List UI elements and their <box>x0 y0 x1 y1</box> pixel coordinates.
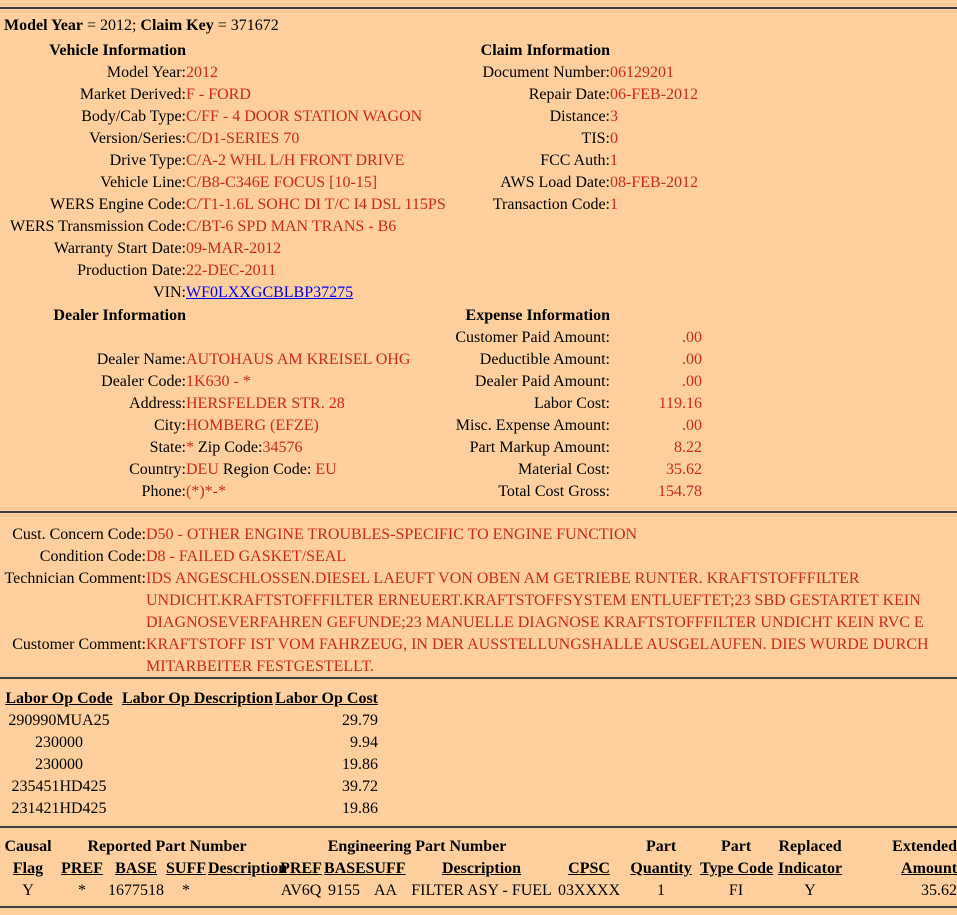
field-value: C/B8-C346E FOCUS [10-15] <box>186 174 378 191</box>
labor-row <box>0 754 378 776</box>
field-label: Labor Cost: <box>534 395 610 412</box>
technician-comment-value: IDS ANGESCHLOSSEN.DIESEL LAEUFT VON OBEN AM GETRIEBE RUNTER. KRAFTSTOFFFILTER UNDICHT.KRAFTSTOFFFILTER ERNEUERT.KRAFTSTOFFSYSTEM ENTLUEFTET;23 SBD GESTARTET KEIN DIAGNOSEVERFAHREN GEFUNDE;23 MANUELLE DIAGNOSE KRAFTSTOFFFILTER UNDICHT KEIN RVC E <box>146 570 924 631</box>
condition-code-label: Condition Code: <box>39 548 146 565</box>
suff-header: SUFF <box>166 860 206 877</box>
table-row <box>0 106 957 128</box>
field-value: 22-DEC-2011 <box>186 262 277 279</box>
flag-header: Flag <box>12 860 44 877</box>
concerns-table <box>0 524 957 678</box>
field-label: FCC Auth: <box>540 152 610 169</box>
field-label: Deductible Amount: <box>479 351 610 368</box>
concern-code-value: D50 - OTHER ENGINE TROUBLES-SPECIFIC TO ENGINE FUNCTION <box>146 526 638 543</box>
labor-row <box>0 798 378 820</box>
labor-op-table <box>0 688 378 820</box>
table-row <box>0 459 957 481</box>
divider-concerns <box>0 511 957 513</box>
zip-value: 34576 <box>262 439 303 456</box>
expense-info-header: Expense Information <box>465 307 610 324</box>
labor-op-code: 290990MUA25 <box>8 712 110 729</box>
state-value: * <box>186 439 194 456</box>
table-row <box>0 546 957 568</box>
table-row <box>0 84 957 106</box>
part-quantity-group-header: Part <box>645 838 677 855</box>
engineering-suff: AA <box>373 882 398 899</box>
field-label: Material Cost: <box>518 461 610 478</box>
field-value: 2012 <box>186 64 218 81</box>
suff-header: SUFF <box>365 860 406 877</box>
table-row <box>0 238 957 260</box>
amount-value: 8.22 <box>674 439 702 456</box>
technician-comment-label: Technician Comment: <box>4 570 146 587</box>
labor-op-description <box>118 710 272 732</box>
field-value: F - FORD <box>186 86 251 103</box>
claim-key-label: Claim Key <box>140 17 214 34</box>
field-label <box>0 327 186 349</box>
claim-info-header: Claim Information <box>480 42 610 59</box>
field-value: 09-MAR-2012 <box>186 240 282 257</box>
condition-code-value: D8 - FAILED GASKET/SEAL <box>146 548 347 565</box>
labor-op-code: 231421HD425 <box>11 800 107 817</box>
zip-label: Zip Code: <box>198 439 263 456</box>
field-value: AUTOHAUS AM KREISEL OHG <box>186 351 411 368</box>
description-header: Description <box>208 860 288 877</box>
table-row <box>0 371 957 393</box>
base-header: BASE <box>115 860 157 877</box>
description-header: Description <box>441 860 522 877</box>
vin-link[interactable]: WF0LXXGCBLBP37275 <box>186 284 354 301</box>
table-row <box>0 634 957 678</box>
labor-header-row <box>0 688 378 710</box>
causal-flag: Y <box>22 882 34 899</box>
divider-labor <box>0 677 957 679</box>
labor-op-code-header: Labor Op Code <box>5 690 113 707</box>
amount-value: .00 <box>682 373 702 390</box>
field-label: TIS: <box>581 130 610 147</box>
type-code-header: Type Code <box>700 860 774 877</box>
reported-part-number-group-header: Reported Part Number <box>87 838 247 855</box>
cpsc-header: CPSC <box>568 860 610 877</box>
amount-value: 119.16 <box>658 395 702 412</box>
field-label: Model Year: <box>106 64 186 81</box>
table-row <box>0 481 957 503</box>
table-row <box>0 393 957 415</box>
field-label: Body/Cab Type: <box>81 108 186 125</box>
field-label: Customer Paid Amount: <box>455 329 610 346</box>
region-code-value: EU <box>315 461 337 478</box>
dealer-info-header: Dealer Information <box>53 307 186 324</box>
concern-code-label: Cust. Concern Code: <box>12 526 146 543</box>
part-type-group-header: Part <box>720 838 752 855</box>
country-region-value <box>186 459 433 481</box>
labor-op-description <box>118 732 272 754</box>
labor-op-description-header: Labor Op Description <box>122 690 273 707</box>
field-value: HERSFELDER STR. 28 <box>186 395 345 412</box>
labor-op-cost: 39.72 <box>342 778 378 795</box>
table-row <box>0 150 957 172</box>
pref-header: PREF <box>61 860 103 877</box>
labor-op-code: 230000 <box>35 734 83 751</box>
indicator-header: Indicator <box>778 860 843 877</box>
part-quantity: 1 <box>657 882 666 899</box>
page-title <box>4 15 279 37</box>
labor-row <box>0 732 378 754</box>
amount-value: 154.78 <box>658 483 702 500</box>
section-header-row <box>0 305 957 327</box>
field-label: Transaction Code: <box>492 196 610 213</box>
labor-op-description <box>118 798 272 820</box>
reported-description <box>208 880 278 902</box>
vin-label: VIN: <box>153 284 186 301</box>
extended-amount: 35.62 <box>921 882 957 899</box>
labor-op-code: 235451HD425 <box>11 778 107 795</box>
vehicle-info-header: Vehicle Information <box>49 42 186 59</box>
field-label: Dealer Paid Amount: <box>474 373 610 390</box>
reported-suff: * <box>182 882 190 899</box>
field-label: WERS Transmission Code: <box>9 218 186 235</box>
reported-base: 1677518 <box>108 882 164 899</box>
field-label: Market Derived: <box>79 86 186 103</box>
labor-op-cost: 19.86 <box>342 800 378 817</box>
quantity-header: Quantity <box>630 860 692 877</box>
engineering-part-number-group-header: Engineering Part Number <box>327 838 507 855</box>
amount-header: Amount <box>901 860 957 877</box>
phone-value: (*)*-* <box>186 483 226 500</box>
engineering-base: 9155 <box>328 882 361 899</box>
table-row <box>0 327 957 349</box>
vehicle-claim-table <box>0 40 957 304</box>
extended-group-header: Extended <box>892 838 957 855</box>
table-row <box>0 128 957 150</box>
labor-row <box>0 776 378 798</box>
field-value: C/D1-SERIES 70 <box>186 130 300 147</box>
labor-op-cost: 9.94 <box>350 734 378 751</box>
field-value: C/A-2 WHL L/H FRONT DRIVE <box>186 152 405 169</box>
field-label: Warranty Start Date: <box>54 240 186 257</box>
field-value: 3 <box>610 108 618 125</box>
engineering-pref: AV6Q <box>280 882 322 899</box>
field-value: C/FF - 4 DOOR STATION WAGON <box>186 108 423 125</box>
reported-pref: * <box>78 882 86 899</box>
region-code-label: Region Code: <box>222 461 312 478</box>
field-value: C/BT-6 SPD MAN TRANS - B6 <box>186 218 397 235</box>
model-year-key-label: Model Year <box>4 17 83 34</box>
parts-header-row <box>0 858 957 880</box>
amount-value: .00 <box>682 417 702 434</box>
part-type-code: FI <box>728 882 744 899</box>
labor-row <box>0 710 378 732</box>
base-header: BASE <box>324 860 366 877</box>
table-row <box>0 568 957 634</box>
field-label: Version/Series: <box>89 130 186 147</box>
state-label: State: <box>149 439 186 456</box>
field-label: Part Markup Amount: <box>469 439 610 456</box>
field-label: City: <box>153 417 186 434</box>
field-value: 06129201 <box>610 64 674 81</box>
parts-group-header-row <box>0 836 957 858</box>
field-value: 1 <box>610 152 618 169</box>
claim-key-value: = 371672 <box>217 17 279 34</box>
state-zip-value <box>186 437 433 459</box>
field-label: Repair Date: <box>528 86 610 103</box>
amount-value: .00 <box>682 351 702 368</box>
labor-op-cost: 19.86 <box>342 756 378 773</box>
labor-op-cost-header: Labor Op Cost <box>275 690 378 707</box>
field-label: Production Date: <box>77 262 186 279</box>
model-year-value: = 2012; <box>86 17 137 34</box>
country-value: DEU <box>186 461 219 478</box>
amount-value: .00 <box>682 329 702 346</box>
table-row <box>0 437 957 459</box>
replaced-indicator: Y <box>804 882 816 899</box>
field-label: WERS Engine Code: <box>50 196 186 213</box>
table-row <box>0 172 957 194</box>
field-label: Total Cost Gross: <box>498 483 610 500</box>
customer-comment-label: Customer Comment: <box>12 636 146 653</box>
field-label: AWS Load Date: <box>500 174 610 191</box>
field-value: 1K630 - * <box>186 373 251 390</box>
causal-group-header: Causal <box>4 838 52 855</box>
field-label: Distance: <box>549 108 610 125</box>
field-value: 06-FEB-2012 <box>610 86 698 103</box>
customer-comment-value: KRAFTSTOFF IST VOM FAHRZEUG, IN DER AUSSTELLUNGSHALLE AUSGELAUFEN. DIES WURDE DURCH MITARBEITER FESTGESTELLT. <box>146 636 929 675</box>
country-label: Country: <box>129 461 186 478</box>
field-label: Vehicle Line: <box>100 174 186 191</box>
pref-header: PREF <box>280 860 322 877</box>
table-row <box>0 216 957 238</box>
dealer-expense-table <box>0 305 957 503</box>
field-label: Misc. Expense Amount: <box>455 417 610 434</box>
section-header-row <box>0 40 957 62</box>
field-value: 1 <box>610 196 618 213</box>
divider-bottom <box>0 906 957 908</box>
field-value: C/T1-1.6L SOHC DI T/C I4 DSL 115PS <box>186 196 446 213</box>
cpsc-value: 03XXXX <box>557 882 621 899</box>
phone-label: Phone: <box>141 483 186 500</box>
field-value: HOMBERG (EFZE) <box>186 417 319 434</box>
labor-op-description <box>118 754 272 776</box>
field-value: 0 <box>610 130 618 147</box>
field-label: Document Number: <box>482 64 610 81</box>
field-value <box>186 327 433 349</box>
parts-row <box>0 880 957 902</box>
field-label: Address: <box>129 395 186 412</box>
divider-top <box>0 7 957 9</box>
labor-op-description <box>118 776 272 798</box>
field-label: Dealer Name: <box>96 351 186 368</box>
parts-table <box>0 836 957 902</box>
labor-op-cost: 29.79 <box>342 712 378 729</box>
divider-parts <box>0 826 957 828</box>
table-row <box>0 524 957 546</box>
replaced-group-header: Replaced <box>778 838 842 855</box>
table-row <box>0 194 957 216</box>
engineering-description: FILTER ASY - FUEL <box>411 882 552 899</box>
table-row <box>0 415 957 437</box>
table-row <box>0 349 957 371</box>
table-row <box>0 62 957 84</box>
field-label: Dealer Code: <box>101 373 186 390</box>
amount-value: 35.62 <box>666 461 702 478</box>
table-row <box>0 282 957 304</box>
table-row <box>0 260 957 282</box>
field-value: 08-FEB-2012 <box>610 174 698 191</box>
labor-op-code: 230000 <box>35 756 83 773</box>
field-label: Drive Type: <box>109 152 186 169</box>
